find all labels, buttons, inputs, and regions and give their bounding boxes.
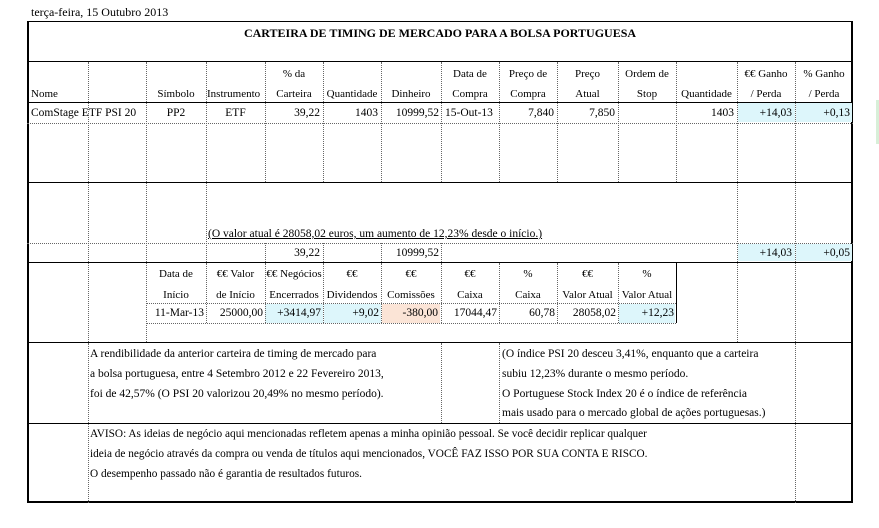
header-ganho-eur-1: €€ Ganho	[744, 68, 788, 80]
report-date: terça-feira, 15 Outubro 2013	[31, 5, 169, 19]
header-ganho-pct-1: % Ganho	[803, 68, 845, 80]
row-preco-atual: 7,850	[589, 107, 615, 119]
stat-header-data-inicio-2: Início	[163, 289, 189, 301]
header-ganho-pct-2: / Perda	[808, 88, 840, 100]
total-pct-carteira: 39,22	[294, 247, 320, 259]
row-quantidade: 1403	[355, 107, 378, 119]
note-right-1: (O índice PSI 20 desceu 3,41%, enquanto que a carteira	[502, 348, 759, 360]
stat-header-caixa-pct-1: %	[523, 268, 533, 280]
header-preco-compra-2: Compra	[510, 88, 546, 100]
note-left-2: a bolsa portuguesa, entre 4 Setembro 2012 e 22 Fevereiro 2013,	[90, 368, 384, 380]
total-ganho-eur: +14,03	[759, 247, 792, 259]
stat-header-valor-atual-2: Valor Atual	[562, 289, 613, 301]
stat-header-negocios-1: €€ Negócios	[266, 268, 322, 280]
disclaimer-line-3: O desempenho passado não é garantia de resultados futuros.	[90, 468, 362, 480]
stat-comissoes: -380,00	[402, 307, 438, 319]
stat-caixa: 17044,47	[453, 307, 497, 319]
stat-header-comissoes-2: Comissões	[387, 289, 435, 301]
stat-header-valor-atual-1: €€	[582, 268, 593, 280]
row-instrumento: ETF	[225, 107, 246, 119]
stat-header-negocios-2: Encerrados	[269, 289, 319, 301]
stat-header-valor-inicio-1: €€ Valor	[216, 268, 255, 280]
header-data-compra-1: Data de	[453, 68, 487, 80]
header-ordem-stop-2: Stop	[636, 88, 658, 100]
stat-header-dividendos-2: Dividendos	[326, 289, 378, 301]
page-title: CARTEIRA DE TIMING DE MERCADO PARA A BOLSA PORTUGUESA	[243, 26, 637, 40]
row-ganho-eur: +14,03	[759, 107, 792, 119]
header-nome: Nome	[31, 88, 58, 100]
stat-negocios: +3414,97	[277, 307, 321, 319]
stat-header-caixa-pct-2: Caixa	[515, 289, 541, 301]
stat-header-data-inicio-1: Data de	[159, 268, 193, 280]
stat-header-caixa-1: €€	[464, 268, 476, 280]
disclaimer-line-1: AVISO: As ideias de negócio aqui mencionadas refletem apenas a minha opinião pessoal. Se você decidir replicar qualquer	[90, 428, 647, 440]
stat-header-caixa-2: Caixa	[457, 289, 483, 301]
note-right-2: subiu 12,23% durante o mesmo período.	[502, 368, 689, 380]
total-dinheiro: 10999,52	[395, 247, 439, 259]
row-data-compra: 15-Out-13	[445, 107, 493, 119]
row-dinheiro: 10999,52	[395, 107, 439, 119]
note-left-1: A rendibilidade da anterior carteira de timing de mercado para	[90, 348, 377, 360]
stat-header-dividendos-1: €€	[346, 268, 358, 280]
stat-header-valor-inicio-2: de Início	[216, 289, 255, 301]
stat-valor-atual: 28058,02	[572, 307, 616, 319]
stat-valor-inicio: 25000,00	[219, 307, 263, 319]
note-right-4: mais usado para o mercado global de ações portuguesas.)	[502, 407, 766, 419]
header-preco-atual-1: Preço	[574, 68, 601, 80]
row-pct-carteira: 39,22	[294, 107, 320, 119]
total-ganho-pct: +0,05	[823, 247, 850, 259]
note-left-3: foi de 42,57% (O PSI 20 valorizou 20,49% no mesmo período).	[90, 388, 384, 400]
row-nome: ComStage ETF PSI 20	[31, 107, 137, 119]
disclaimer-line-2: ideia de negócio através da compra ou venda de títulos aqui mencionados, VOCÊ FAZ ISSO POR SUA CONTA E RISCO.	[90, 448, 648, 460]
header-quantidade-2: Quantidade	[681, 88, 732, 100]
header-pct-carteira-2: Carteira	[276, 88, 312, 100]
header-preco-atual-2: Atual	[575, 88, 600, 100]
header-instrumento: Instrumento	[207, 88, 261, 100]
note-right-3: O Portuguese Stock Index 20 é o índice de referência	[502, 388, 747, 400]
stat-data-inicio: 11-Mar-13	[154, 307, 204, 319]
row-simbolo: PP2	[166, 107, 186, 119]
stat-header-valor-atual-pct-1: %	[642, 268, 652, 280]
stat-header-valor-atual-pct-2: Valor Atual	[621, 289, 673, 301]
header-ordem-stop-1: Ordem de	[625, 68, 669, 80]
header-preco-compra-1: Preço de	[508, 68, 548, 80]
summary-line: (O valor atual é 28058,02 euros, um aumento de 12,23% desde o início.)	[208, 228, 543, 240]
row-quantidade-2: 1403	[711, 107, 734, 119]
row-ganho-pct: +0,13	[823, 107, 850, 119]
row-preco-compra: 7,840	[528, 107, 554, 119]
header-ganho-eur-2: / Perda	[750, 88, 782, 100]
header-quantidade: Quantidade	[326, 88, 378, 100]
stat-dividendos: +9,02	[352, 307, 379, 319]
header-simbolo: Símbolo	[157, 88, 195, 100]
stat-header-comissoes-1: €€	[405, 268, 417, 280]
header-pct-carteira-1: % da	[282, 68, 306, 80]
header-dinheiro: Dinheiro	[391, 88, 431, 100]
stat-caixa-pct: 60,78	[529, 307, 555, 319]
header-data-compra-2: Compra	[452, 88, 488, 100]
stat-valor-atual-pct: +12,23	[641, 307, 674, 319]
